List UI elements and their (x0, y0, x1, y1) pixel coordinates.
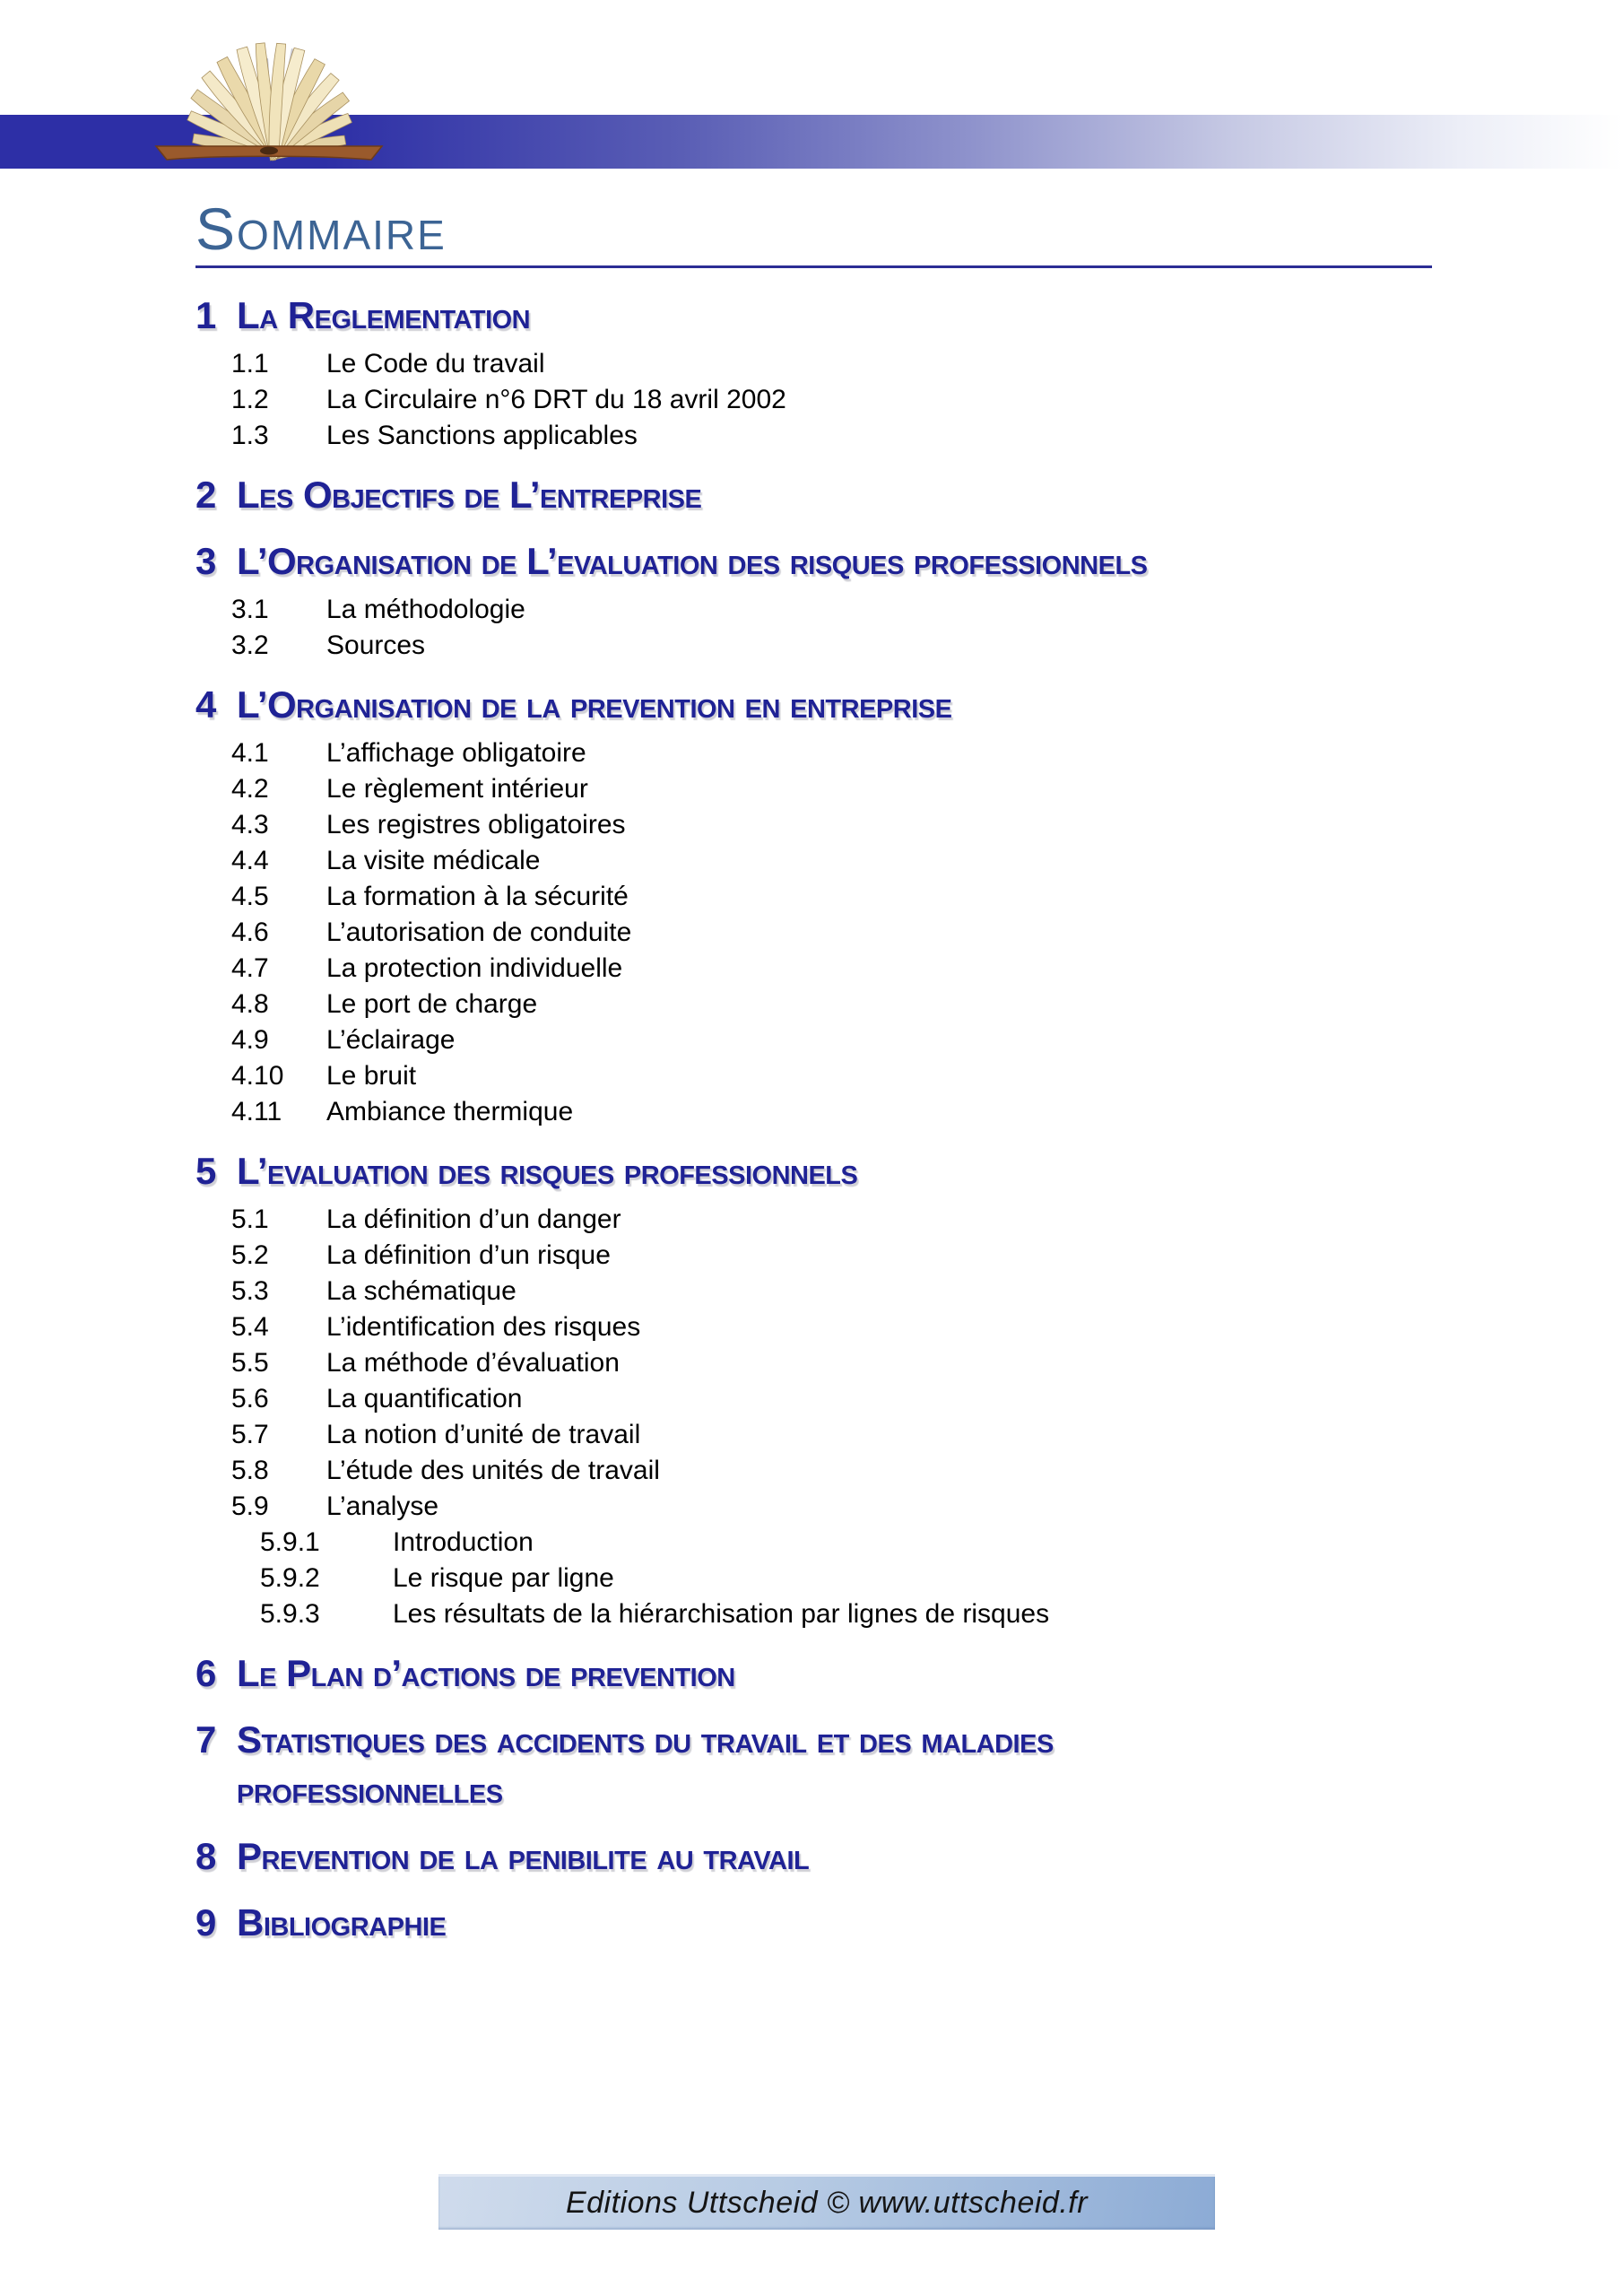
toc-entry-number: 4.4 (231, 846, 269, 875)
toc-entry-title-line2: professionnelles (237, 1769, 503, 1811)
toc-entry-title: La définition d’un danger (326, 1205, 621, 1234)
toc-entry-title: La Circulaire n°6 DRT du 18 avril 2002 (326, 385, 786, 414)
toc-entry-title: La méthode d’évaluation (326, 1348, 620, 1378)
toc-entry-number: 6 (195, 1652, 216, 1694)
toc-entry-title: Le Code du travail (326, 349, 545, 378)
toc-entry-number: 5.3 (231, 1276, 269, 1306)
toc-entry-number: 5.5 (231, 1348, 269, 1378)
toc-entry-title: Les Sanctions applicables (326, 421, 638, 450)
toc-entry (231, 915, 1444, 951)
toc-entry-title: L’analyse (326, 1492, 439, 1521)
toc-entry-number: 4.3 (231, 810, 269, 839)
toc-entry-number: 5.6 (231, 1384, 269, 1413)
toc-entry (231, 1381, 1444, 1417)
toc-entry-title: Introduction (393, 1527, 534, 1557)
toc-entry (231, 1094, 1444, 1130)
toc-entry-title: Statistiques des accidents du travail et des maladies (237, 1718, 1054, 1761)
toc-entry-number: 4 (195, 683, 216, 726)
toc-entry-title: La protection individuelle (326, 953, 623, 983)
toc-section-heading (195, 1831, 1444, 1882)
toc-section-heading (195, 1898, 1444, 1948)
toc-entry-title: La définition d’un risque (326, 1240, 611, 1270)
toc-entry (231, 951, 1444, 987)
toc-entry (231, 418, 1444, 454)
toc-entry-number: 3 (195, 540, 216, 582)
toc-entry (231, 879, 1444, 915)
toc-entry-number: 5.9.1 (260, 1527, 320, 1557)
toc-entry (231, 1202, 1444, 1238)
toc-entry-title: La notion d’unité de travail (326, 1420, 641, 1449)
toc-entry (260, 1596, 1444, 1632)
toc-entry-number: 5.7 (231, 1420, 269, 1449)
open-book-icon (136, 29, 402, 169)
toc (195, 280, 1444, 1953)
toc-entry-number: 1.2 (231, 385, 269, 414)
toc-entry-title: L’identification des risques (326, 1312, 641, 1342)
toc-entry-title: La Reglementation (237, 294, 531, 336)
toc-entry (231, 1022, 1444, 1058)
toc-entry-title: L’Organisation de la prevention en entreprise (237, 683, 952, 726)
toc-entry-number: 4.11 (231, 1097, 282, 1126)
toc-entry-number: 3.1 (231, 595, 269, 624)
toc-entry-number: 5.4 (231, 1312, 269, 1342)
title-rule (195, 265, 1432, 268)
toc-entry-number: 5.9.3 (260, 1599, 320, 1629)
toc-entry-number: 4.2 (231, 774, 269, 804)
toc-entry-title: Sources (326, 631, 426, 660)
page-title: Sommaire (195, 196, 447, 262)
toc-entry-number: 9 (195, 1901, 216, 1944)
toc-entry-number: 5.1 (231, 1205, 269, 1234)
toc-entry-title: L’evaluation des risques professionnels (237, 1150, 858, 1192)
toc-section-heading (195, 680, 1444, 730)
toc-entry-number: 4.5 (231, 882, 269, 911)
toc-entry-title: Les résultats de la hiérarchisation par lignes de risques (393, 1599, 1050, 1629)
toc-entry (231, 843, 1444, 879)
toc-entry (231, 987, 1444, 1022)
toc-entry-title: Les Objectifs de L’entreprise (237, 474, 702, 516)
toc-entry-title: L’affichage obligatoire (326, 738, 586, 768)
toc-entry-number: 5.9.2 (260, 1563, 320, 1593)
toc-entry (231, 1489, 1444, 1525)
toc-entry-title: La quantification (326, 1384, 523, 1413)
toc-entry (231, 628, 1444, 664)
toc-entry-title: L’éclairage (326, 1025, 456, 1055)
footer-text: Editions Uttscheid © www.uttscheid.fr (565, 2186, 1089, 2220)
toc-entry (231, 346, 1444, 382)
toc-entry-number: 4.9 (231, 1025, 269, 1055)
toc-entry-title: Ambiance thermique (326, 1097, 574, 1126)
toc-entry (231, 1453, 1444, 1489)
toc-entry-title: Bibliographie (237, 1901, 447, 1944)
toc-entry (231, 1309, 1444, 1345)
toc-entry-number: 7 (195, 1718, 216, 1761)
toc-entry-number: 4.7 (231, 953, 269, 983)
toc-entry-number: 2 (195, 474, 216, 516)
toc-entry-title: Le port de charge (326, 989, 538, 1019)
toc-entry-number: 5 (195, 1150, 216, 1192)
toc-entry-title: La schématique (326, 1276, 516, 1306)
toc-entry-number: 4.8 (231, 989, 269, 1019)
toc-section-heading (195, 1648, 1444, 1699)
toc-entry-title: Le bruit (326, 1061, 417, 1091)
toc-entry-number: 4.6 (231, 918, 269, 947)
toc-entry-number: 4.1 (231, 738, 269, 768)
toc-entry (231, 1238, 1444, 1274)
toc-entry (231, 1274, 1444, 1309)
toc-entry-number: 1.3 (231, 421, 269, 450)
toc-entry-title: La visite médicale (326, 846, 541, 875)
toc-section-heading (195, 1146, 1444, 1196)
toc-entry-title: Le Plan d’actions de prevention (237, 1652, 735, 1694)
toc-entry-number: 5.9 (231, 1492, 269, 1521)
footer-band (438, 2174, 1215, 2230)
toc-entry-number: 8 (195, 1835, 216, 1877)
toc-entry (231, 1417, 1444, 1453)
toc-entry-number: 5.8 (231, 1456, 269, 1485)
toc-entry-number: 1 (195, 294, 216, 336)
toc-entry (231, 771, 1444, 807)
toc-entry (231, 382, 1444, 418)
toc-section-heading (195, 470, 1444, 520)
toc-entry-title: L’autorisation de conduite (326, 918, 632, 947)
toc-entry-title: Le règlement intérieur (326, 774, 588, 804)
toc-entry (231, 592, 1444, 628)
toc-entry-title: Prevention de la penibilite au travail (237, 1835, 810, 1877)
toc-entry-title: La méthodologie (326, 595, 525, 624)
toc-section-heading (195, 291, 1444, 341)
toc-entry (231, 735, 1444, 771)
toc-entry-title: L’Organisation de L’evaluation des risques professionnels (237, 540, 1148, 582)
toc-entry (231, 807, 1444, 843)
toc-entry-title: La formation à la sécurité (326, 882, 629, 911)
toc-section-heading (195, 1715, 1444, 1815)
toc-entry-number: 1.1 (231, 349, 269, 378)
toc-entry-title: Le risque par ligne (393, 1563, 614, 1593)
toc-entry (260, 1561, 1444, 1596)
toc-entry-number: 3.2 (231, 631, 269, 660)
toc-entry-number: 4.10 (231, 1061, 284, 1091)
toc-entry (260, 1525, 1444, 1561)
toc-entry-number: 5.2 (231, 1240, 269, 1270)
toc-section-heading (195, 536, 1444, 587)
toc-entry-title: Les registres obligatoires (326, 810, 626, 839)
toc-entry (231, 1058, 1444, 1094)
toc-entry (231, 1345, 1444, 1381)
toc-entry-title: L’étude des unités de travail (326, 1456, 660, 1485)
